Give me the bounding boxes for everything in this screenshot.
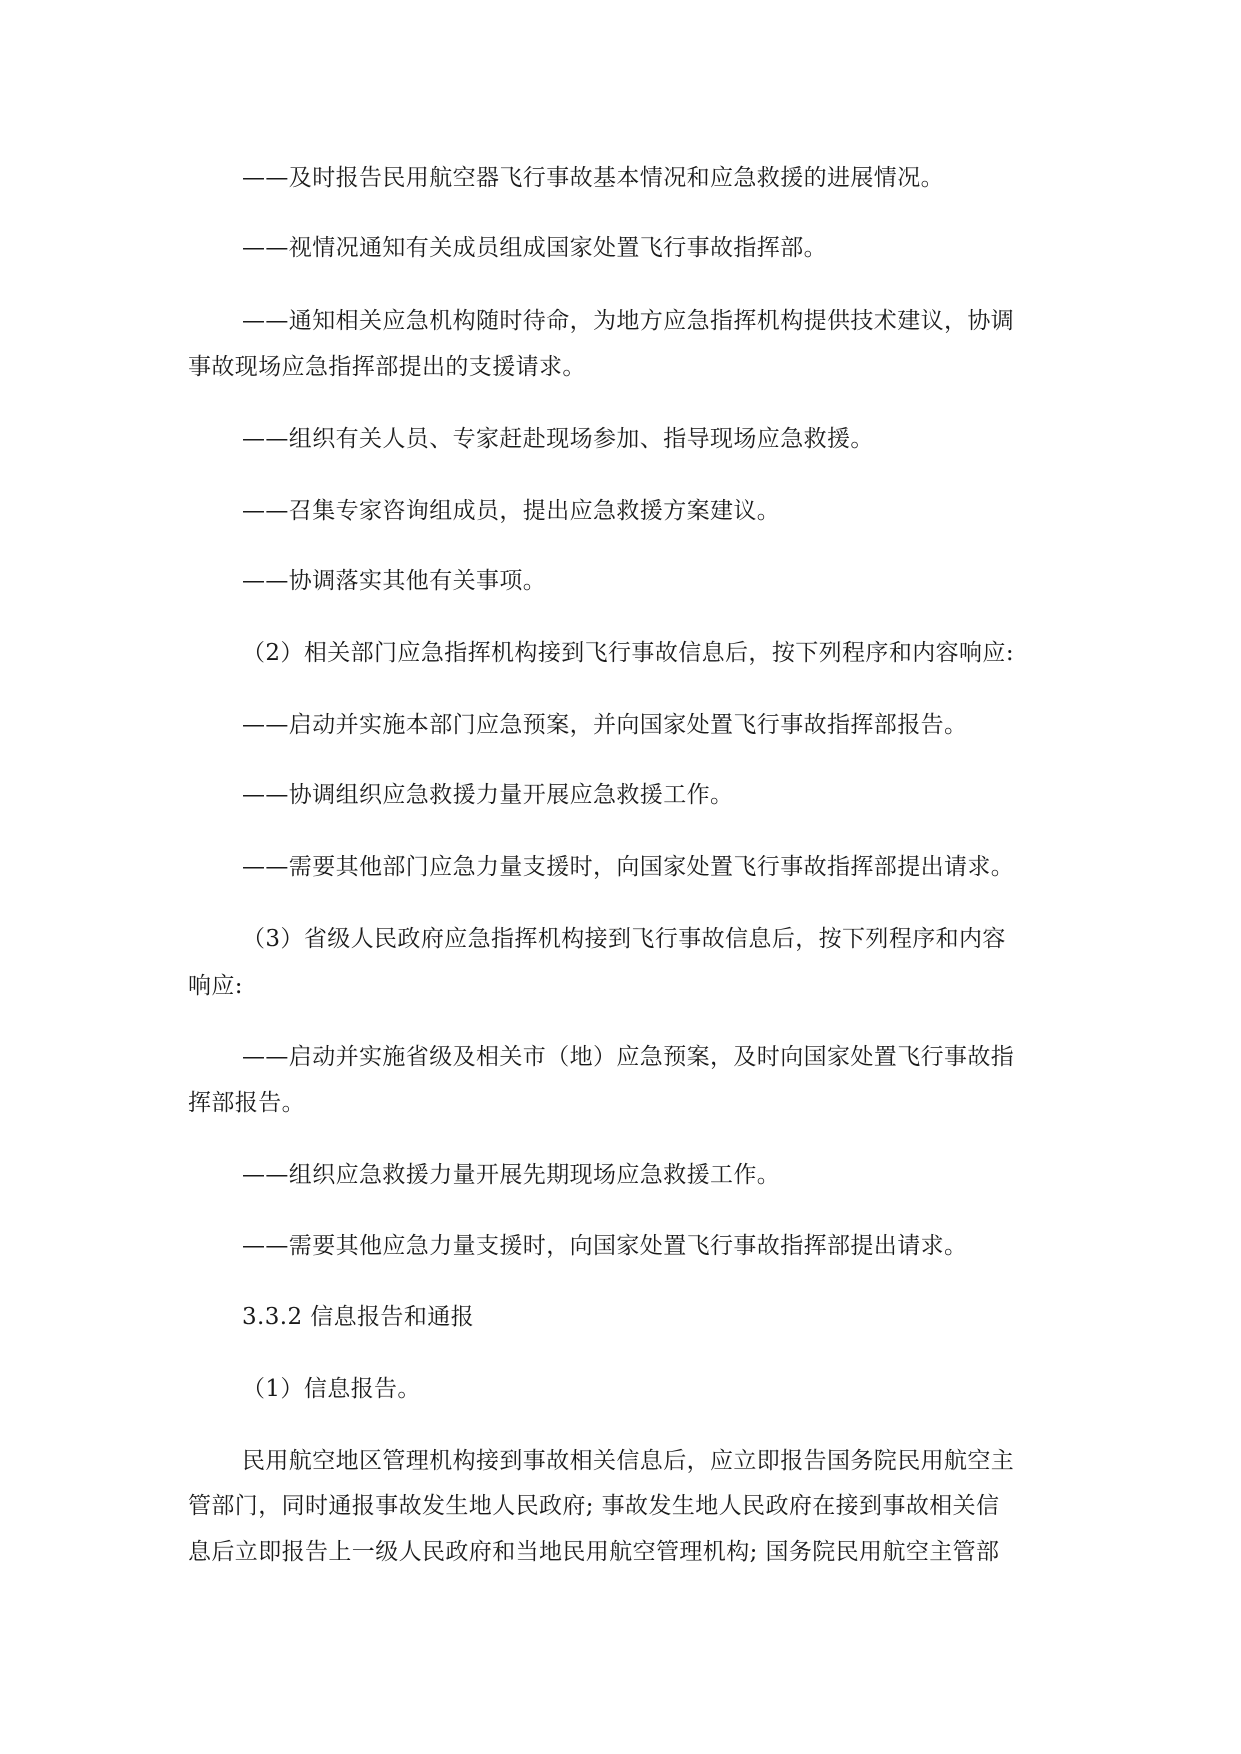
subsection-heading: （1）信息报告。 [242,1376,421,1402]
section-heading: 3.3.2 信息报告和通报 [242,1304,475,1330]
paragraph-line: ——视情况通知有关成员组成国家处置飞行事故指挥部。 [242,235,827,261]
paragraph-line: ——通知相关应急机构随时待命，为地方应急指挥机构提供技术建议，协调 [242,308,1015,334]
paragraph-line: ——组织有关人员、专家赶赴现场参加、指导现场应急救援。 [242,426,874,452]
paragraph-line: （3）省级人民政府应急指挥机构接到飞行事故信息后，按下列程序和内容 [242,926,1006,952]
paragraph-line: ——及时报告民用航空器飞行事故基本情况和应急救援的进展情况。 [242,165,944,191]
paragraph-line: 响应: [188,973,243,999]
paragraph-line: 民用航空地区管理机构接到事故相关信息后，应立即报告国务院民用航空主 [242,1448,1015,1474]
paragraph-line: （2）相关部门应急指挥机构接到飞行事故信息后，按下列程序和内容响应: [242,640,1014,666]
paragraph-line: 事故现场应急指挥部提出的支援请求。 [188,354,586,380]
paragraph-line: ——启动并实施本部门应急预案，并向国家处置飞行事故指挥部报告。 [242,712,968,738]
paragraph-line: ——需要其他部门应急力量支援时，向国家处置飞行事故指挥部提出请求。 [242,854,1015,880]
paragraph-line: ——需要其他应急力量支援时，向国家处置飞行事故指挥部提出请求。 [242,1233,968,1259]
paragraph-line: ——启动并实施省级及相关市（地）应急预案，及时向国家处置飞行事故指 [242,1044,1015,1070]
paragraph-line: ——召集专家咨询组成员，提出应急救援方案建议。 [242,498,781,524]
paragraph-line: ——组织应急救援力量开展先期现场应急救援工作。 [242,1162,781,1188]
paragraph-line: ——协调组织应急救援力量开展应急救援工作。 [242,782,734,808]
paragraph-line: ——协调落实其他有关事项。 [242,568,547,594]
paragraph-line: 管部门，同时通报事故发生地人民政府; 事故发生地人民政府在接到事故相关信 [188,1493,1000,1519]
paragraph-line: 息后立即报告上一级人民政府和当地民用航空管理机构; 国务院民用航空主管部 [188,1539,1000,1565]
paragraph-line: 挥部报告。 [188,1090,305,1116]
